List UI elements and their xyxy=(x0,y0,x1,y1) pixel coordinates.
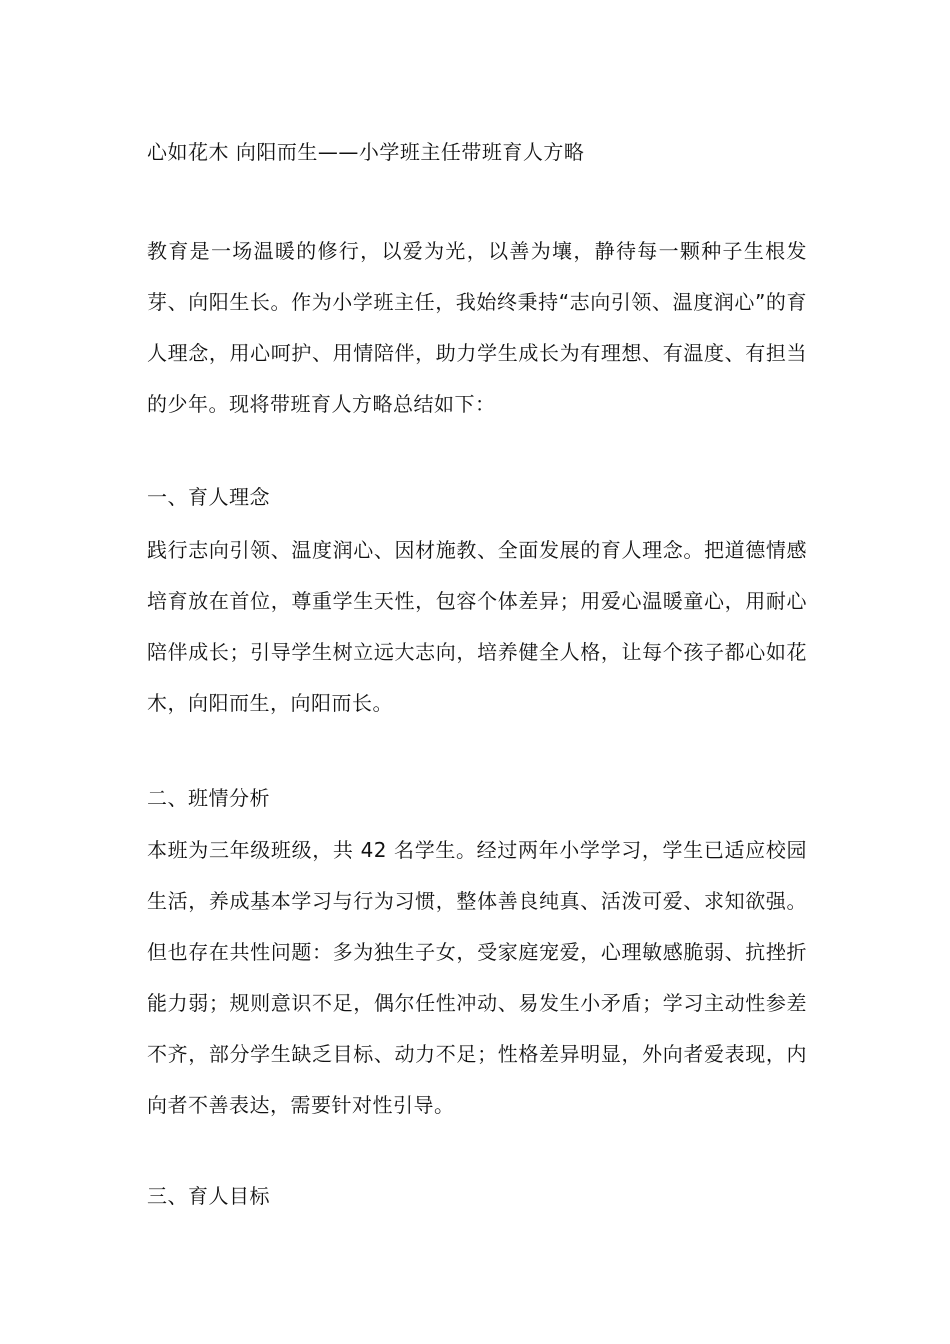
section-body-philosophy: 践行志向引领、温度润心、因材施教、全面发展的育人理念。把道德情感培育放在首位，尊重学生天性，包容个体差异；用爱心温暖童心，用耐心陪伴成长；引导学生树立远大志向，培养健全人格，让每个孩子都心如花木，向阳而生，向阳而长。 xyxy=(147,538,807,715)
intro-paragraph: 教育是一场温暖的修行，以爱为光，以善为壤，静待每一颗种子生根发芽、向阳生长。作为小学班主任，我始终秉持“志向引领、温度润心”的育人理念，用心呵护、用情陪伴，助力学生成长为有理想、有温度、有担当的少年。现将带班育人方略总结如下： xyxy=(147,239,807,416)
section-heading-goals: 三、育人目标 xyxy=(147,1184,270,1208)
section-heading-class-analysis: 二、班情分析 xyxy=(147,786,270,810)
section-heading-philosophy: 一、育人理念 xyxy=(147,485,270,509)
section-body-class-analysis: 本班为三年级班级，共 42 名学生。经过两年小学学习，学生已适应校园生活，养成基本学习与行为习惯，整体善良纯真、活泼可爱、求知欲强。但也存在共性问题：多为独生子女，受家庭宠爱，心理敏感脆弱、抗挫折能力弱；规则意识不足，偶尔任性冲动、易发生小矛盾；学习主动性参差不齐，部分学生缺乏目标、动力不足；性格差异明显，外向者爱表现，内向者不善表达，需要针对性引导。 xyxy=(147,838,807,1117)
document-title: 心如花木 向阳而生——小学班主任带班育人方略 xyxy=(147,140,585,164)
